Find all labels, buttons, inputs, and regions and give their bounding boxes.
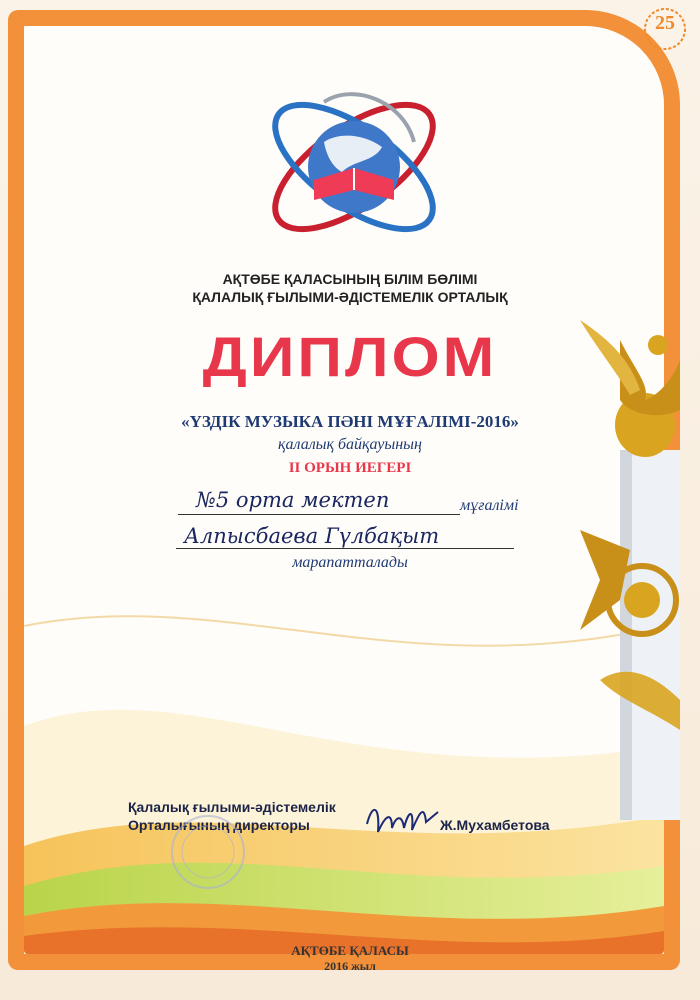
issuer-header bbox=[0, 270, 700, 306]
contest-name: «ҮЗДІК МУЗЫКА ПӘНІ МҰҒАЛІМІ-2016» bbox=[181, 412, 519, 431]
contest-subtitle: қалалық байқауының bbox=[278, 436, 422, 453]
signatory-title-line-1: Қалалық ғылыми-әдістемелік bbox=[128, 799, 336, 815]
anniversary-25-badge bbox=[642, 6, 688, 52]
awarded-text: марапатталады bbox=[292, 554, 408, 571]
school-underline bbox=[178, 514, 460, 515]
education-globe-logo bbox=[254, 72, 454, 252]
diploma-title: ДИПЛОМ bbox=[202, 326, 498, 389]
name-handwritten: Алпысбаева Гүлбақыт bbox=[184, 524, 440, 548]
official-seal-stamp bbox=[168, 812, 248, 892]
footer-city: АҚТӨБЕ ҚАЛАСЫ bbox=[291, 943, 409, 958]
signatory-name: Ж.Мухамбетова bbox=[440, 817, 550, 833]
place-text: ІІ ОРЫН ИЕГЕРІ bbox=[288, 460, 412, 476]
issuer-line-2: ҚАЛАЛЫҚ ҒЫЛЫМИ-ӘДІСТЕМЕЛІК ОРТАЛЫҚ bbox=[192, 289, 508, 305]
badge-number: 25 bbox=[655, 12, 675, 34]
school-handwritten: №5 орта мектеп bbox=[196, 488, 390, 512]
footer-year: 2016 жыл bbox=[324, 959, 376, 973]
issuer-line-1: АҚТӨБЕ ҚАЛАСЫНЫҢ БІЛІМ БӨЛІМІ bbox=[222, 271, 478, 287]
signatory-title-line-2: Орталығының директоры bbox=[128, 817, 310, 833]
name-underline bbox=[176, 548, 514, 549]
teacher-label: мұғалімі bbox=[460, 497, 519, 514]
handwritten-signature bbox=[362, 794, 442, 844]
